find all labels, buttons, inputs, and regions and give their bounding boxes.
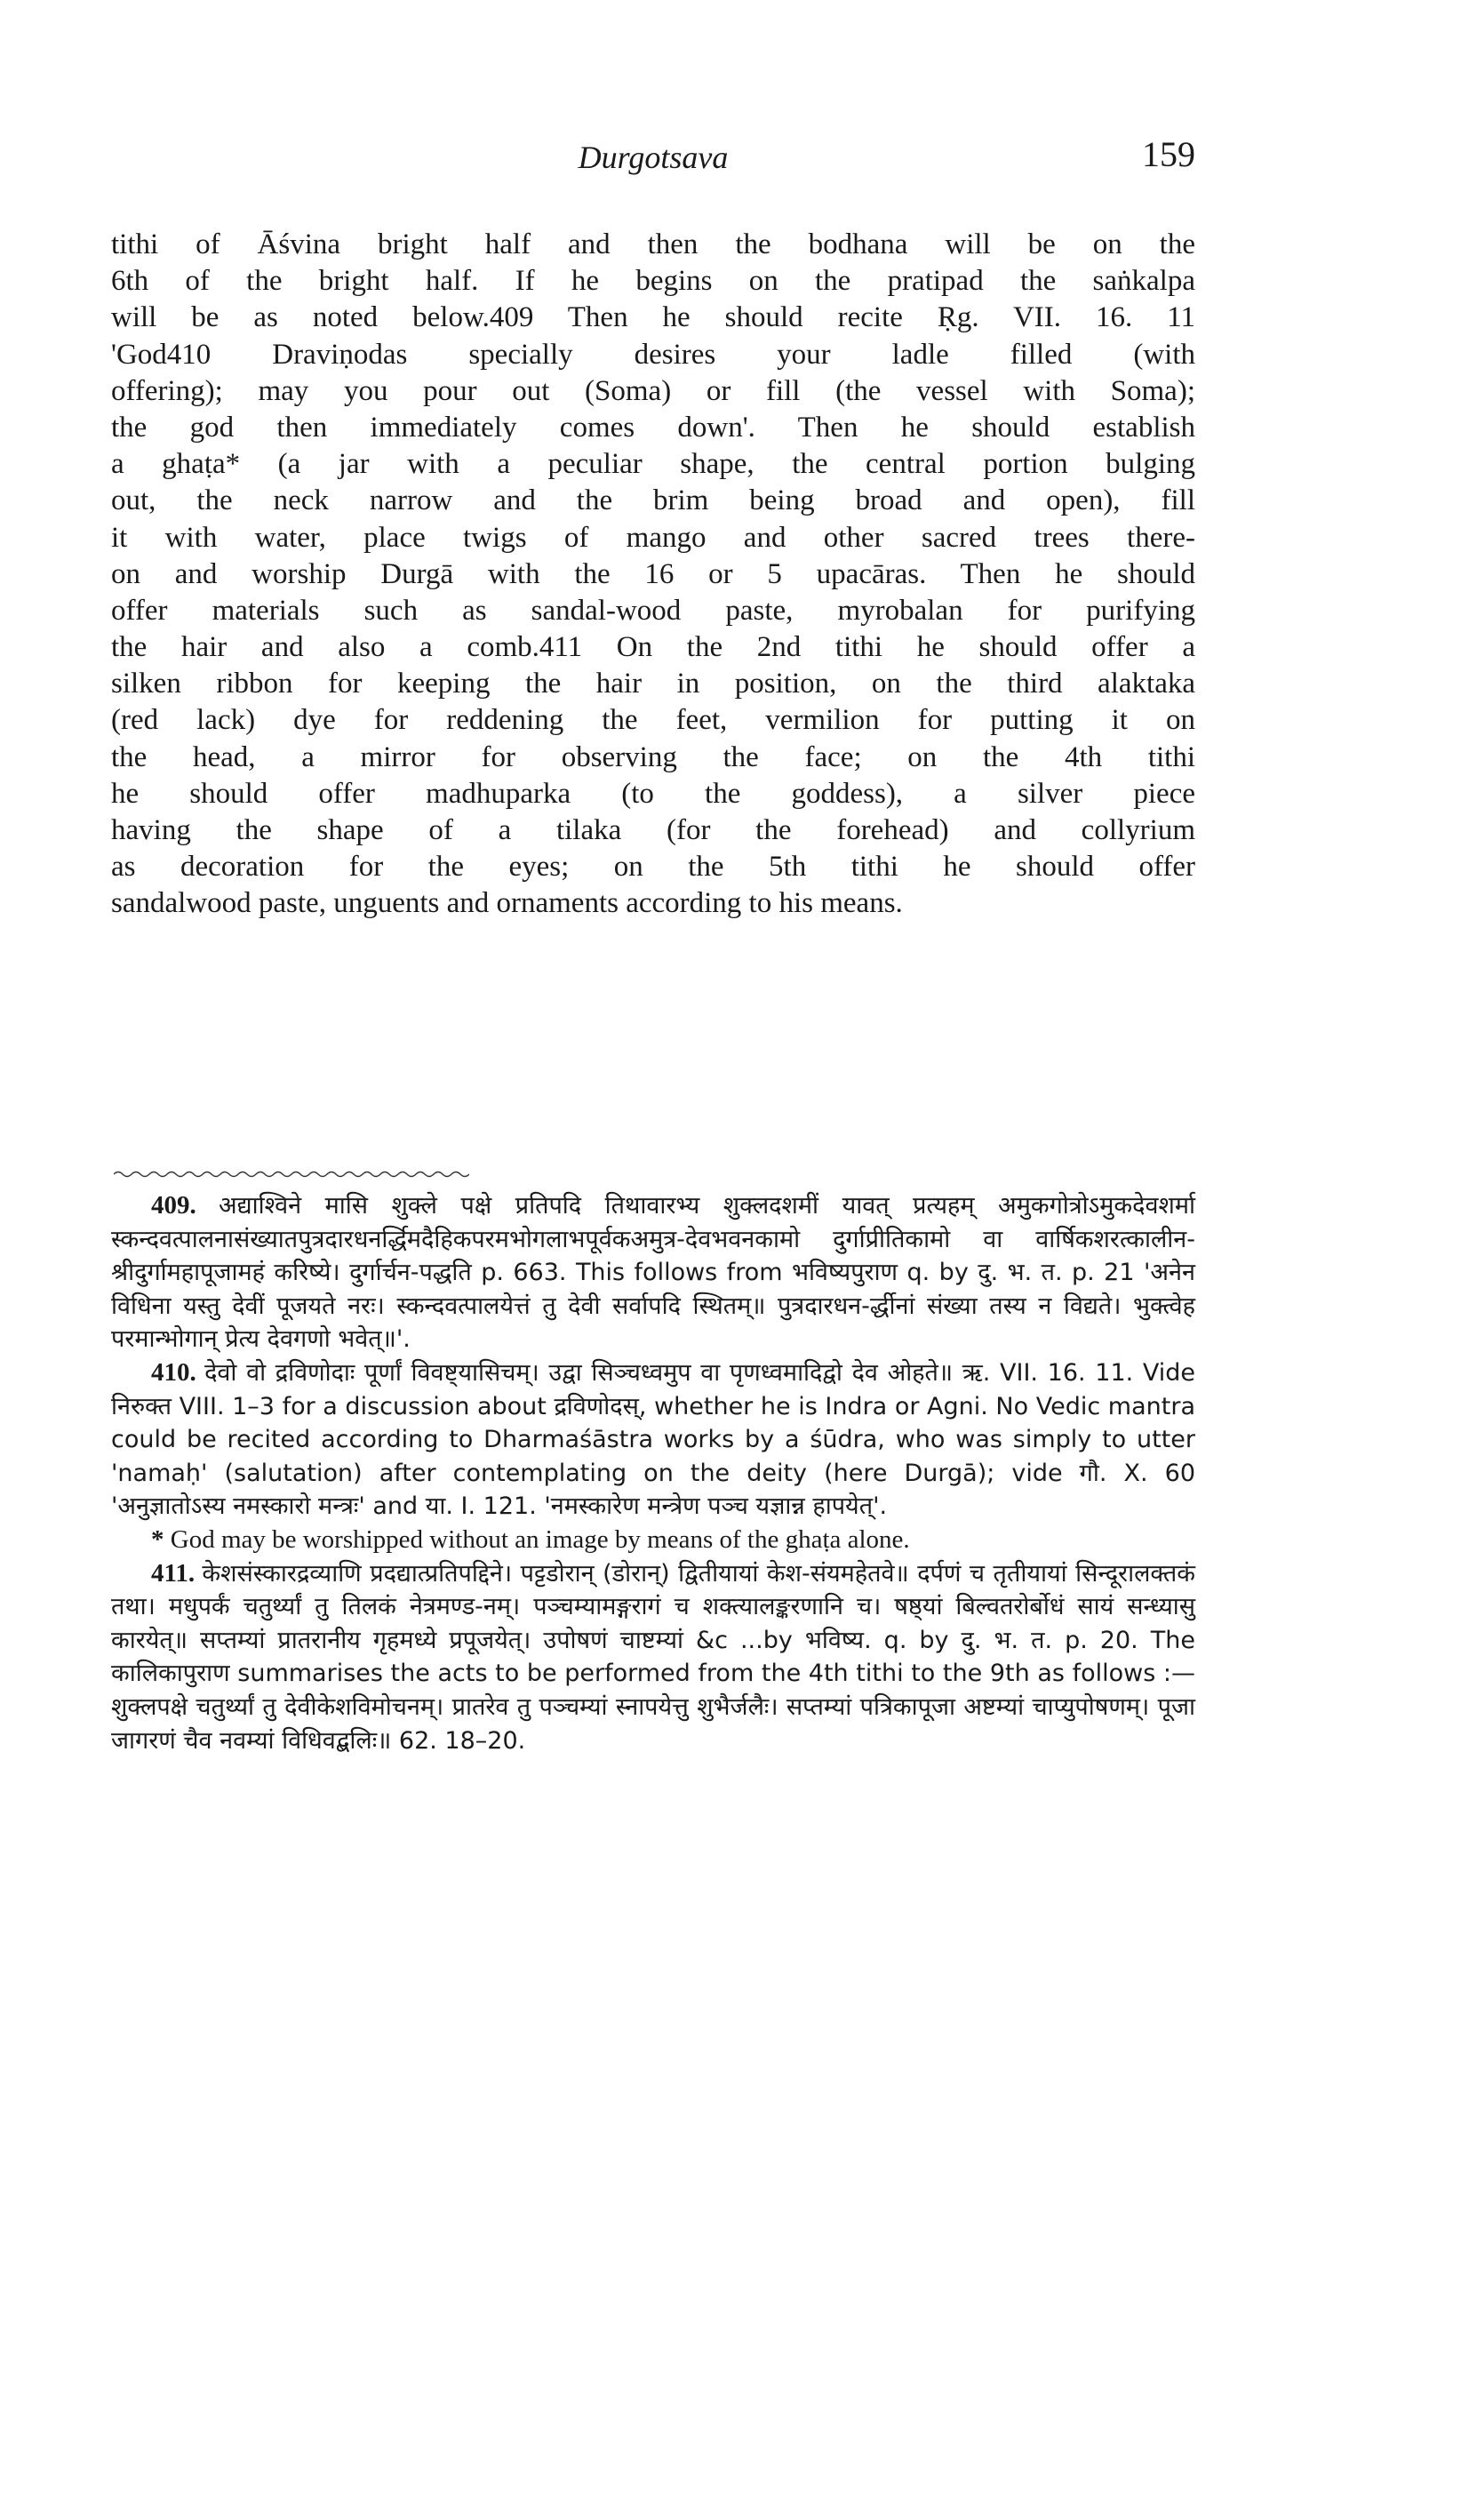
footnote-text: केशसंस्कारद्रव्याणि प्रदद्यात्प्रतिपद्दिने। पट्टडोरान् (डोरान्) द्वितीयायां केश-संयमहेतवे॥ दर्पणं च तृतीयायां सिन्दूरालक्तकं तथा। मधुपर्कं चतुर्थ्यां तु तिलकं नेत्रमण्ड-नम्। पञ्चम्यामङ्गरागं च शक्त्यालङ्करणानि च। षष्ठ्यां बिल्वतरोर्बोधं सायं सन्ध्यासु कारयेत्॥ सप्तम्यां प्रातरानीय गृहमध्ये प्रपूजयेत्। उपोषणं चाष्टम्यां &c ...by भविष्य. q. by दु. भ. त. p. 20. The कालिकापुराण summarises the acts to be performed from the 4th tithi to the 9th as follows :— शुक्लपक्षे चतुर्थ्यां तु देवीकेशविमोचनम्। प्रातरेव तु पञ्चम्यां स्नापयेत्तु शुभैर्जलैः। सप्तम्यां पत्रिकापूजा अष्टम्यां चाप्युपोषणम्। पूजा जागरणं चैव नवम्यां विधिवद्बलिः॥ 62. 18–20. (111, 1559, 1196, 1755)
text-line: he should offer madhuparka (to the goddess), a silver piece (111, 777, 1195, 810)
text-line: sandalwood paste, unguents and ornaments according to his means. (111, 887, 903, 920)
footnote-asterisk (111, 1524, 1195, 1557)
text-line: (red lack) dye for reddening the feet, vermilion for putting it on (111, 704, 1195, 737)
running-title: Durgotsava (578, 140, 729, 175)
footnote-label: 411. (151, 1558, 196, 1588)
text-line: out, the neck narrow and the brim being broad and open), fill (111, 484, 1195, 517)
text-line: on and worship Durgā with the 16 or 5 upacāras. Then he should (111, 557, 1195, 590)
footnote-410 (111, 1356, 1195, 1524)
text-line: the god then immediately comes down'. Then he should establish (111, 411, 1195, 444)
text-line: a ghaṭa* (a jar with a peculiar shape, the central portion bulging (111, 448, 1195, 481)
text-line: offering); may you pour out (Soma) or fill (the vessel with Soma); (111, 374, 1195, 407)
text-line: having the shape of a tilaka (for the forehead) and collyrium (111, 814, 1195, 846)
text-line: offer materials such as sandal-wood paste, myrobalan for purifying (111, 594, 1195, 627)
running-header (111, 133, 1195, 187)
footnote-text: देवो वो द्रविणोदाः पूर्णां विवष्ट्यासिचम्। उद्वा सिञ्चध्वमुप वा पृणध्वमादिद्वो देव ओहते॥ ऋ. VII. 16. 11. Vide निरुक्त VIII. 1–3 for a discussion about द्रविणोदस्, whether he is Indra or Agni. No Vedic mantra could be recited according to Dharmaśāstra works by a śūdra, who was simply to utter 'namaḥ' (salutation) after contemplating on the deity (here Durgā); vide गौ. X. 60 'अनुज्ञातोऽस्य नमस्कारो मन्त्रः' and या. I. 121. 'नमस्कारेण मन्त्रेण पञ्च यज्ञान्न हापयेत्'. (111, 1358, 1195, 1521)
page-number: 159 (1142, 134, 1195, 174)
text-line: tithi of Āśvina bright half and then the bodhana will be on the (111, 228, 1195, 260)
footnote-text: God may be worshipped without an image by means of the ghaṭa alone. (170, 1524, 910, 1554)
text-line: will be as noted below.409 Then he should recite Ṛg. VII. 16. 11 (111, 301, 1195, 334)
main-text-block (111, 227, 1195, 923)
footnote-text: अद्याश्विने मासि शुक्ले पक्षे प्रतिपदि तिथावारभ्य शुक्लदशमीं यावत् प्रत्यहम् अमुकगोत्रोऽमुकदेवशर्मा स्कन्दवत्पालनासंख्यातपुत्रदारधनर्द्धिमदैहिकपरमभोगलाभपूर्वकअमुत्र-देवभवनकामो दुर्गाप्रीतिकामो वा वार्षिकशरत्कालीन-श्रीदुर्गामहापूजामहं करिष्ये। दुर्गार्चन-पद्धति p. 663. This follows from भविष्यपुराण q. by दु. भ. त. p. 21 'अनेन विधिना यस्तु देवीं पूजयते नरः। स्कन्दवत्पालयेत्तं तु देवी सर्वापदि स्थितम्॥ पुत्रदारधन-र्द्धीनां संख्या तस्य न विद्यते। भुक्त्वेह परमान्भोगान् प्रेत्य देवगणो भवेत्॥'. (111, 1192, 1195, 1354)
text-line: the hair and also a comb.411 On the 2nd tithi he should offer a (111, 631, 1195, 664)
text-line: it with water, place twigs of mango and other sacred trees there- (111, 521, 1195, 554)
footnote-divider (114, 1170, 469, 1179)
text-line: 6th of the bright half. If he begins on the pratipad the saṅkalpa (111, 265, 1195, 298)
footnote-label: 410. (151, 1357, 196, 1387)
footnotes (111, 1189, 1195, 1757)
footnote-409 (111, 1189, 1195, 1356)
text-line: 'God410 Draviṇodas specially desires your ladle filled (with (111, 338, 1195, 371)
footnote-label: * (151, 1524, 164, 1554)
footnote-label: 409. (151, 1191, 196, 1220)
text-line: as decoration for the eyes; on the 5th tithi he should offer (111, 851, 1195, 884)
text-line: silken ribbon for keeping the hair in position, on the third alaktaka (111, 668, 1195, 700)
text-line: the head, a mirror for observing the face; on the 4th tithi (111, 740, 1195, 773)
footnote-411 (111, 1557, 1195, 1758)
